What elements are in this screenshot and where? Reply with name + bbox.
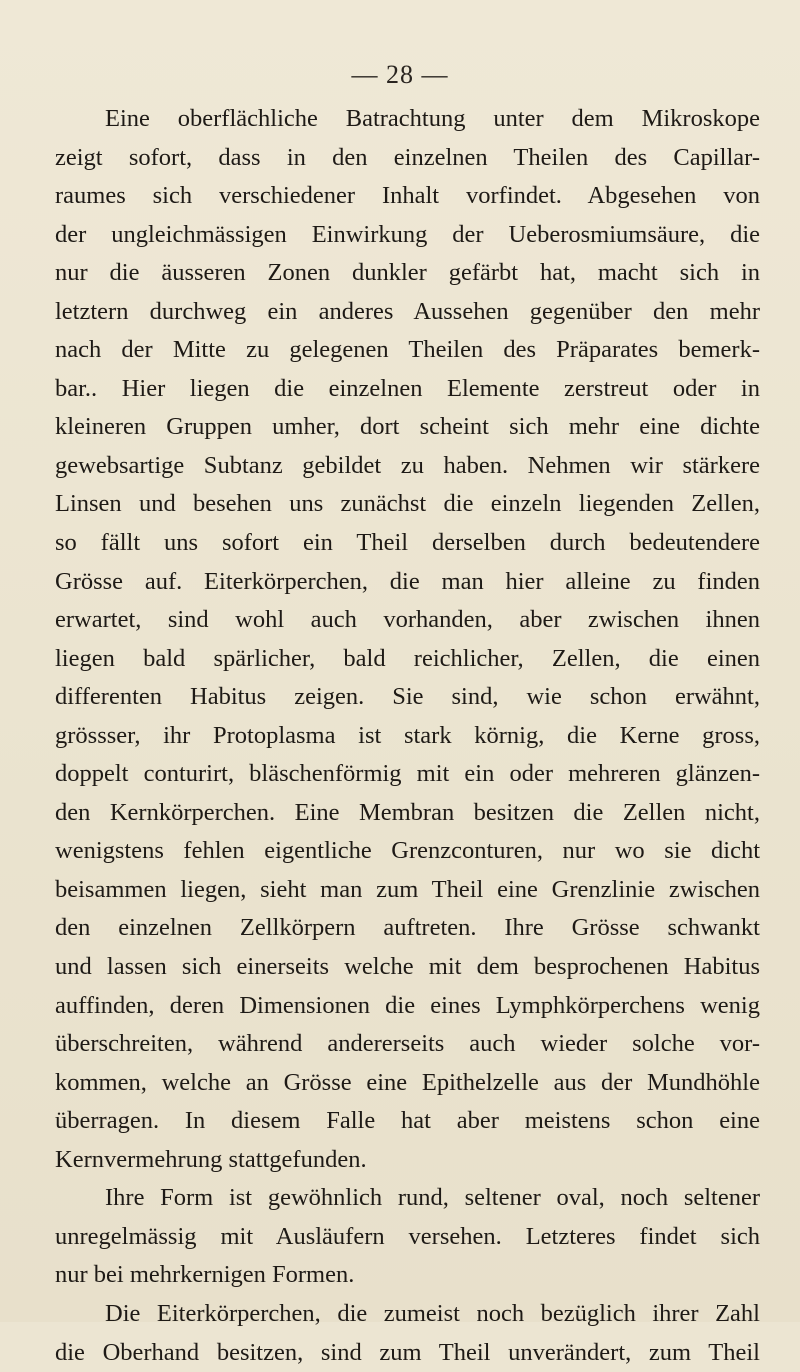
text-line: letztern durchweg ein anderes Aussehen gegenüber den mehr: [55, 293, 760, 332]
text-line: den Kernkörperchen. Eine Membran besitzen die Zellen nicht,: [55, 794, 760, 833]
text-line: zeigt sofort, dass in den einzelnen Theilen des Capillar-: [55, 139, 760, 178]
text-line: Die Eiterkörperchen, die zumeist noch bezüglich ihrer Zahl: [55, 1295, 760, 1334]
page-number: — 28 —: [0, 60, 800, 90]
text-line: differenten Habitus zeigen. Sie sind, wie schon erwähnt,: [55, 678, 760, 717]
text-line: nur bei mehrkernigen Formen.: [55, 1256, 760, 1295]
body-text: [55, 100, 760, 1372]
text-line: bar.. Hier liegen die einzelnen Elemente zerstreut oder in: [55, 370, 760, 409]
text-line: unregelmässig mit Ausläufern versehen. Letzteres findet sich: [55, 1218, 760, 1257]
text-line: die Oberhand besitzen, sind zum Theil unverändert, zum Theil: [55, 1334, 760, 1372]
text-line: nach der Mitte zu gelegenen Theilen des Präparates bemerk-: [55, 331, 760, 370]
text-line: Kernvermehrung stattgefunden.: [55, 1141, 760, 1180]
text-line: raumes sich verschiedener Inhalt vorfindet. Abgesehen von: [55, 177, 760, 216]
text-line: überschreiten, während andererseits auch wieder solche vor-: [55, 1025, 760, 1064]
text-line: beisammen liegen, sieht man zum Theil eine Grenzlinie zwischen: [55, 871, 760, 910]
text-line: und lassen sich einerseits welche mit dem besprochenen Habitus: [55, 948, 760, 987]
text-line: doppelt conturirt, bläschenförmig mit ein oder mehreren glänzen-: [55, 755, 760, 794]
text-line: Linsen und besehen uns zunächst die einzeln liegenden Zellen,: [55, 485, 760, 524]
text-line: Eine oberflächliche Batrachtung unter dem Mikroskope: [55, 100, 760, 139]
text-line: Grösse auf. Eiterkörperchen, die man hier alleine zu finden: [55, 563, 760, 602]
text-line: grössser, ihr Protoplasma ist stark körnig, die Kerne gross,: [55, 717, 760, 756]
text-line: gewebsartige Subtanz gebildet zu haben. Nehmen wir stärkere: [55, 447, 760, 486]
text-line: erwartet, sind wohl auch vorhanden, aber zwischen ihnen: [55, 601, 760, 640]
text-line: so fällt uns sofort ein Theil derselben durch bedeutendere: [55, 524, 760, 563]
text-line: Ihre Form ist gewöhnlich rund, seltener oval, noch seltener: [55, 1179, 760, 1218]
text-line: auffinden, deren Dimensionen die eines Lymphkörperchens wenig: [55, 987, 760, 1026]
text-line: nur die äusseren Zonen dunkler gefärbt hat, macht sich in: [55, 254, 760, 293]
text-line: den einzelnen Zellkörpern auftreten. Ihre Grösse schwankt: [55, 909, 760, 948]
text-line: überragen. In diesem Falle hat aber meistens schon eine: [55, 1102, 760, 1141]
text-line: der ungleichmässigen Einwirkung der Ueberosmiumsäure, die: [55, 216, 760, 255]
text-line: kleineren Gruppen umher, dort scheint sich mehr eine dichte: [55, 408, 760, 447]
text-line: kommen, welche an Grösse eine Epithelzelle aus der Mundhöhle: [55, 1064, 760, 1103]
text-line: liegen bald spärlicher, bald reichlicher, Zellen, die einen: [55, 640, 760, 679]
text-line: wenigstens fehlen eigentliche Grenzconturen, nur wo sie dicht: [55, 832, 760, 871]
